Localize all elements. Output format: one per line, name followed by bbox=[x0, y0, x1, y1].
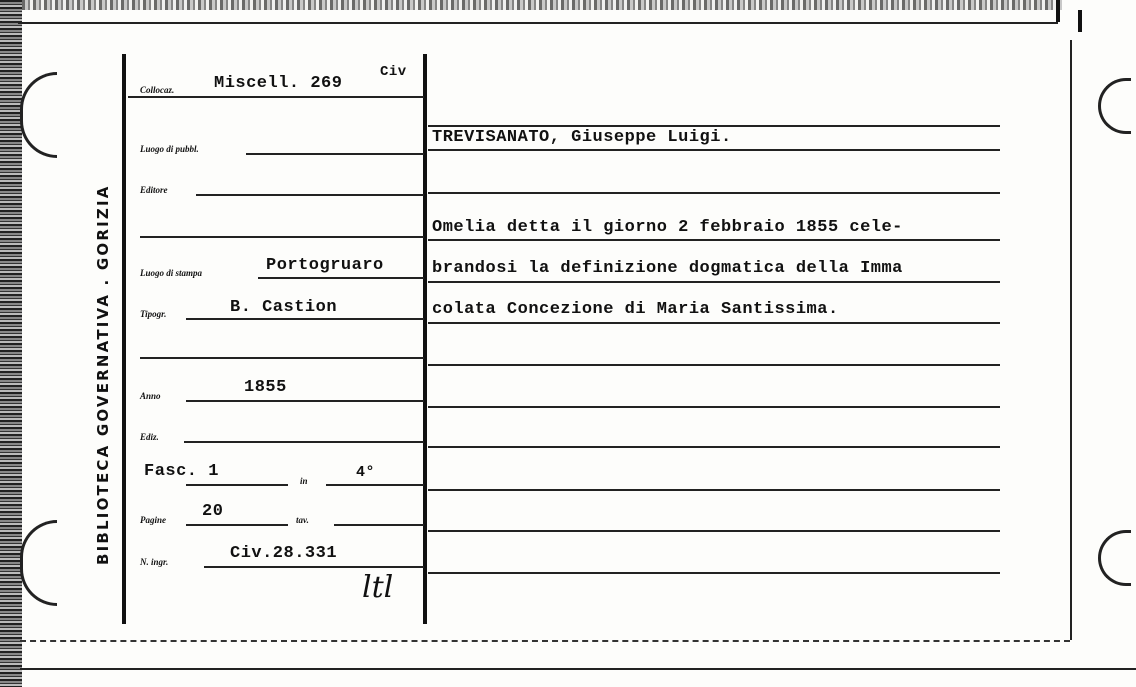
rule-pagine bbox=[186, 524, 288, 526]
label-ingr: N. ingr. bbox=[140, 557, 169, 567]
left-column-rule bbox=[122, 54, 126, 624]
handwritten-note: ltl bbox=[362, 570, 394, 605]
value-luogo-stampa: Portogruaro bbox=[266, 256, 384, 275]
value-fasc: Fasc. 1 bbox=[144, 462, 219, 481]
rule-ediz bbox=[184, 441, 424, 443]
card-border-bottom-dashed bbox=[20, 640, 1070, 642]
card-border-right bbox=[1070, 40, 1072, 640]
entry-author: TREVISANATO, Giuseppe Luigi. bbox=[432, 128, 732, 147]
value-collocazione-suffix: Civ bbox=[380, 64, 407, 80]
rule-right-1 bbox=[428, 125, 1000, 127]
label-collocazione: Collocaz. bbox=[140, 85, 175, 95]
middle-column-rule bbox=[423, 54, 427, 624]
card-corner-mark-2 bbox=[1078, 10, 1082, 32]
rule-right-3 bbox=[428, 192, 1000, 194]
rule-right-8 bbox=[428, 406, 1000, 408]
label-in: in bbox=[300, 476, 308, 486]
rule-editore bbox=[196, 194, 424, 196]
punch-hole-bottom-right bbox=[1098, 530, 1131, 586]
rule-right-5 bbox=[428, 281, 1000, 283]
label-tipogr: Tipogr. bbox=[140, 309, 167, 319]
rule-right-6 bbox=[428, 322, 1000, 324]
rule-tav bbox=[334, 524, 424, 526]
rule-fasc bbox=[186, 484, 288, 486]
rule-right-10 bbox=[428, 489, 1000, 491]
label-luogo-stampa: Luogo di stampa bbox=[140, 268, 203, 278]
library-stamp: BIBLIOTECA GOVERNATIVA . GORIZIA bbox=[94, 184, 112, 565]
card-border-bottom bbox=[20, 668, 1136, 670]
entry-title-line-1: Omelia detta il giorno 2 febbraio 1855 cele- bbox=[432, 218, 903, 237]
label-tav: tav. bbox=[296, 515, 309, 525]
value-formato: 4° bbox=[356, 464, 376, 481]
rule-blank-2 bbox=[140, 357, 424, 359]
rule-collocazione bbox=[128, 96, 424, 98]
card-corner-mark bbox=[1056, 0, 1060, 22]
rule-right-9 bbox=[428, 446, 1000, 448]
label-pagine: Pagine bbox=[140, 515, 166, 525]
card-border-top bbox=[18, 22, 1058, 24]
value-pagine: 20 bbox=[202, 502, 224, 521]
punch-hole-top-right bbox=[1098, 78, 1131, 134]
rule-luogo-stampa bbox=[258, 277, 424, 279]
rule-right-4 bbox=[428, 239, 1000, 241]
rule-luogo-pubbl bbox=[246, 153, 424, 155]
entry-title-line-3: colata Concezione di Maria Santissima. bbox=[432, 300, 839, 319]
rule-right-12 bbox=[428, 572, 1000, 574]
rule-right-11 bbox=[428, 530, 1000, 532]
rule-tipogr bbox=[186, 318, 424, 320]
scan-edge bbox=[0, 0, 22, 687]
value-collocazione: Miscell. 269 bbox=[214, 74, 343, 93]
value-tipogr: B. Castion bbox=[230, 298, 338, 317]
punch-hole-top-left bbox=[20, 72, 57, 158]
punch-hole-bottom-left bbox=[20, 520, 57, 606]
label-ediz: Ediz. bbox=[140, 432, 159, 442]
rule-right-7 bbox=[428, 364, 1000, 366]
value-ingr: Civ.28.331 bbox=[230, 544, 338, 563]
label-editore: Editore bbox=[140, 185, 168, 195]
label-luogo-pubbl: Luogo di pubbl. bbox=[140, 144, 199, 154]
label-anno: Anno bbox=[140, 391, 161, 401]
rule-anno bbox=[186, 400, 424, 402]
rule-right-2 bbox=[428, 149, 1000, 151]
rule-blank-1 bbox=[140, 236, 424, 238]
entry-title-line-2: brandosi la definizione dogmatica della Imma bbox=[432, 259, 903, 278]
card-top-edge bbox=[22, 0, 1062, 10]
value-anno: 1855 bbox=[244, 378, 287, 397]
rule-ingr bbox=[204, 566, 424, 568]
rule-formato bbox=[326, 484, 424, 486]
